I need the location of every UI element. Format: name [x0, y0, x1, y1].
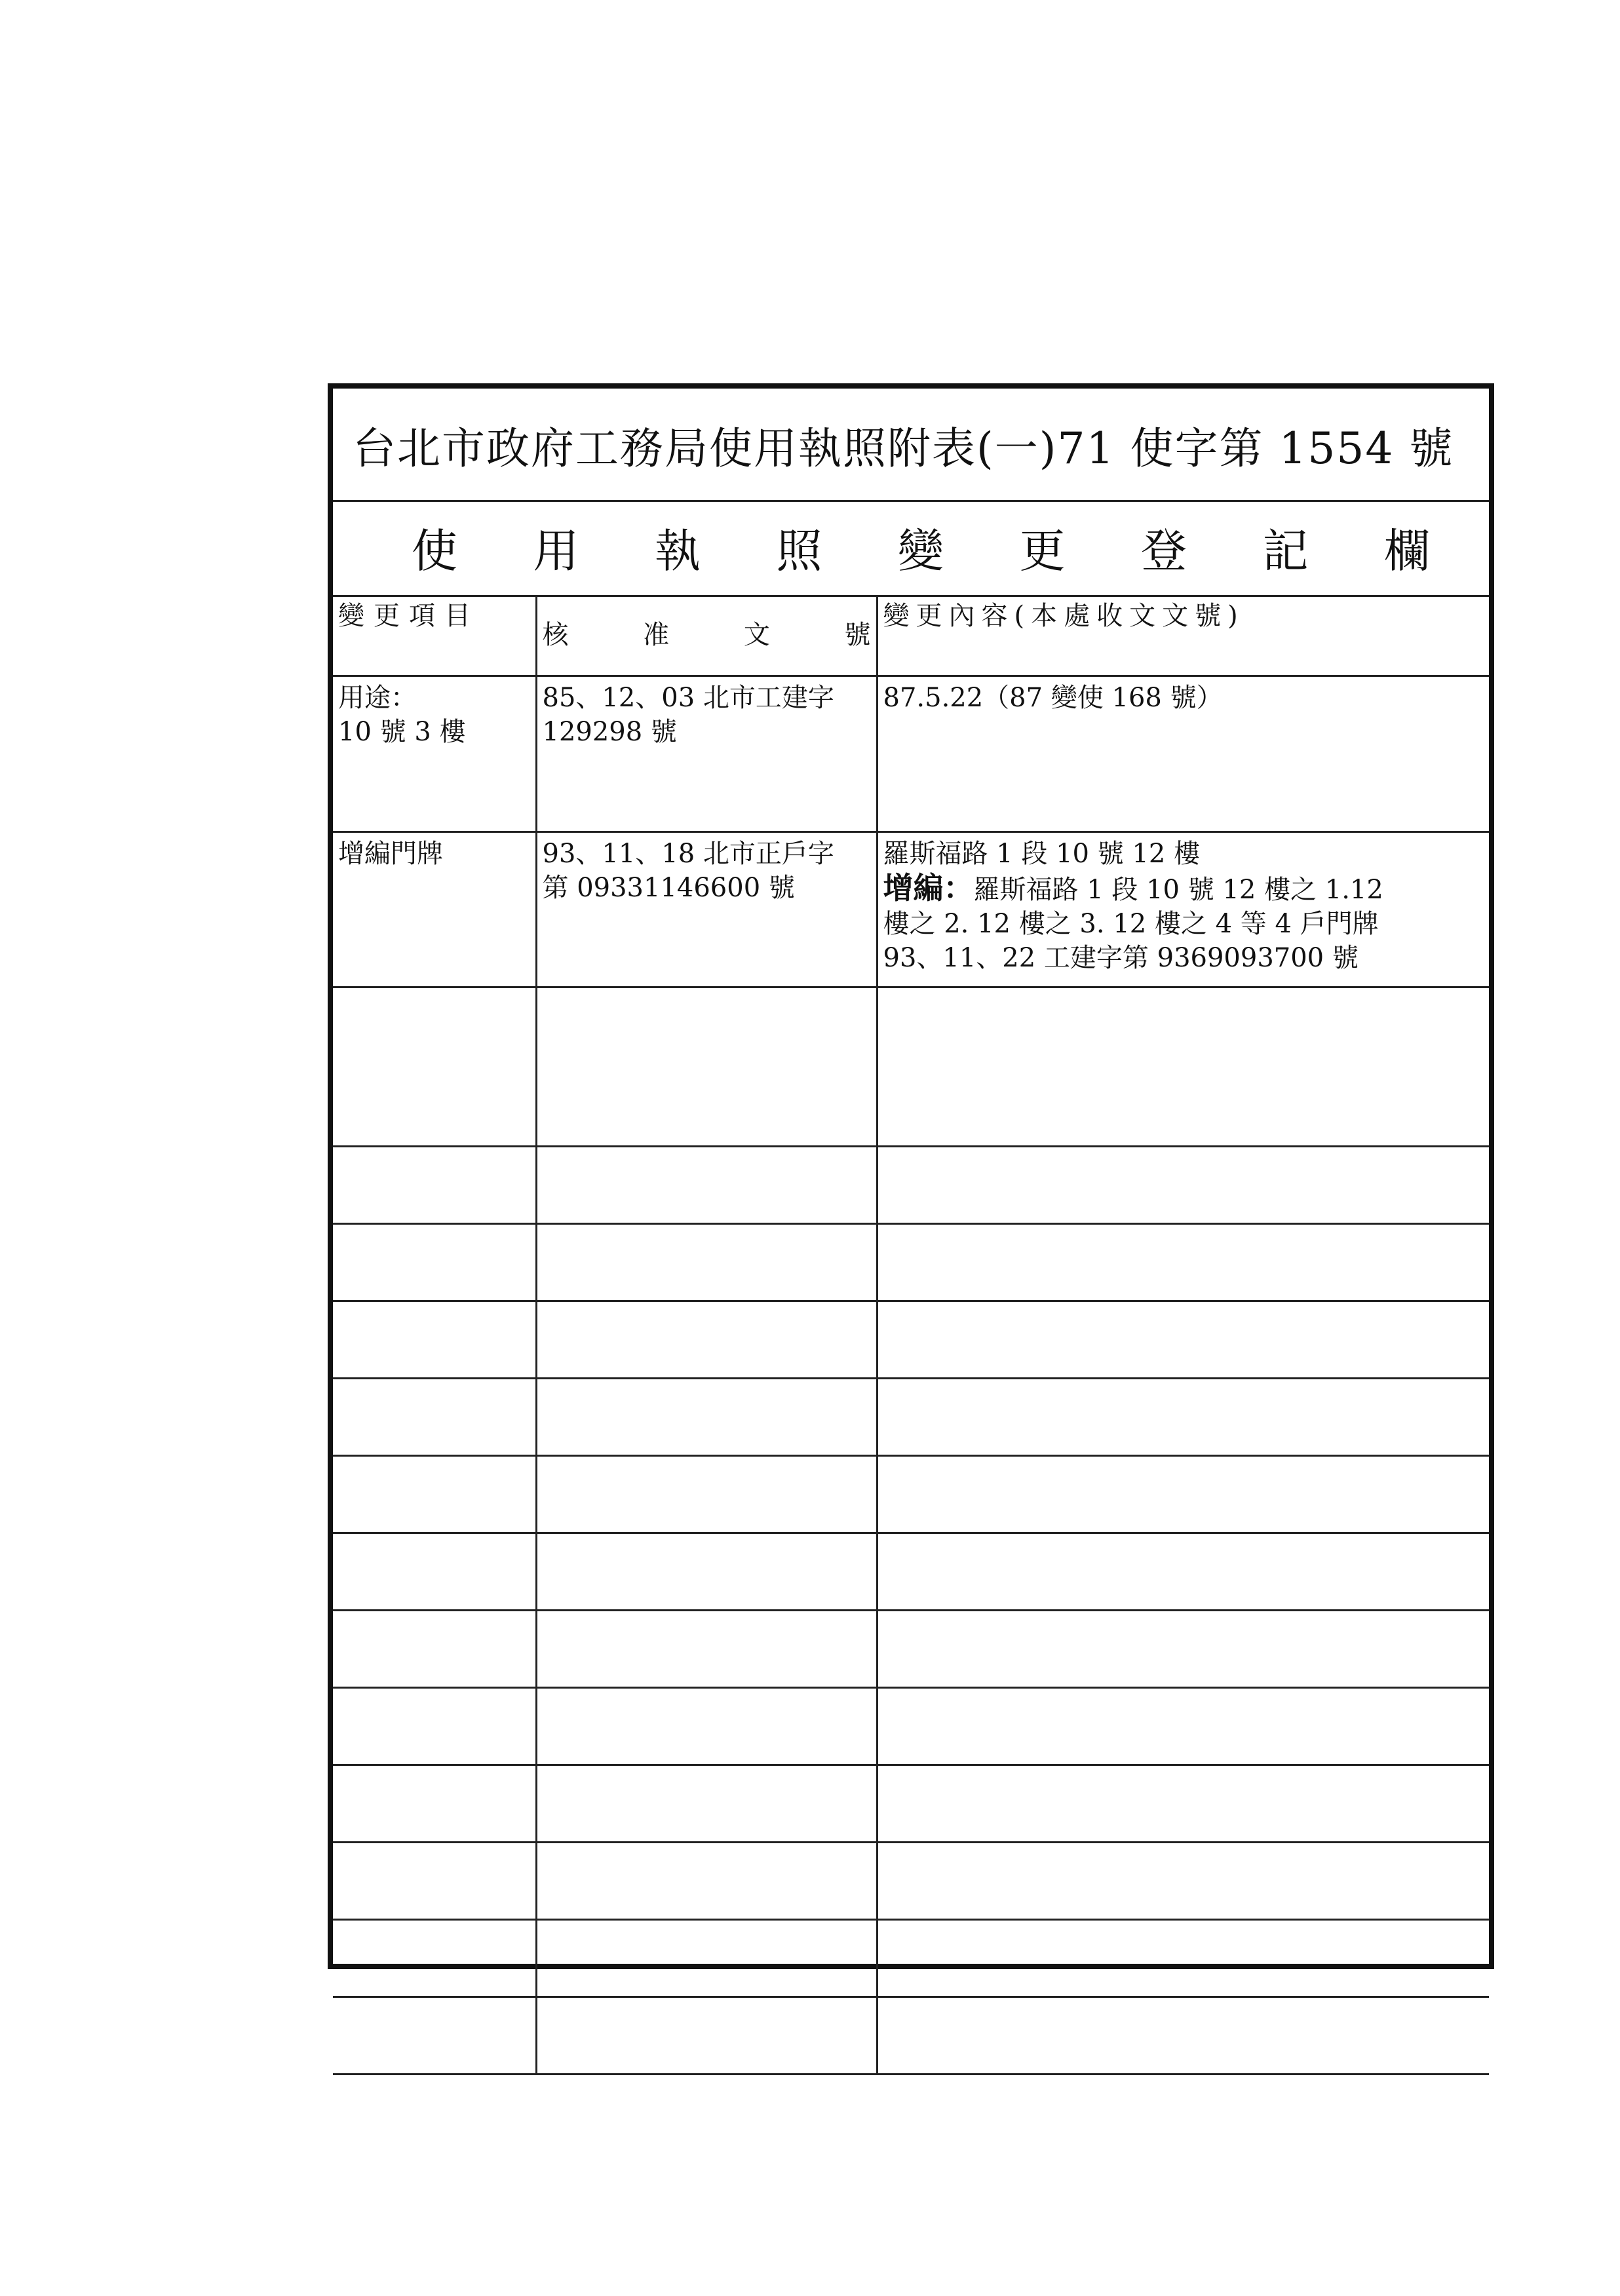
table-row	[333, 1456, 1489, 1533]
table-header-row	[333, 595, 1489, 676]
header-char: 文	[743, 620, 770, 650]
subtitle-char: 變	[898, 524, 944, 578]
subtitle-char: 記	[1262, 524, 1309, 578]
table-row	[333, 1997, 1489, 2075]
table-row	[333, 1379, 1489, 1456]
subtitle-char: 欄	[1384, 524, 1430, 578]
table-row	[333, 1765, 1489, 1843]
table-row	[333, 1688, 1489, 1765]
form-subtitle	[333, 500, 1489, 597]
added-label: 增編：	[883, 870, 974, 906]
table-row	[333, 1920, 1489, 1997]
table-row	[333, 1301, 1489, 1379]
change-record-table	[333, 595, 1489, 2075]
subtitle-char: 更	[1019, 524, 1066, 578]
usage-license-change-form	[328, 383, 1494, 1969]
subtitle-char: 使	[412, 524, 457, 578]
cell-content: 羅斯福路 1 段 10 號 12 樓 增編：羅斯福路 1 段 10 號 12 樓之 1.12 樓之 2. 12 樓之 3. 12 樓之 4 等 4 戶門牌 93、11、22 工建字第 9369093700 號	[877, 832, 1489, 987]
cell-content: 87.5.22（87 變使 168 號）	[877, 676, 1489, 832]
subtitle-char: 照	[776, 524, 822, 578]
subtitle-char: 用	[533, 524, 579, 578]
header-char: 核	[542, 620, 569, 650]
table-row	[333, 1533, 1489, 1611]
subtitle-char: 執	[655, 524, 701, 578]
table-row	[333, 676, 1489, 832]
header-change-content: 變更內容(本處收文文號)	[877, 595, 1489, 676]
header-approval-number	[536, 595, 877, 676]
table-row	[333, 1224, 1489, 1301]
cell-item: 增編門牌	[333, 832, 536, 987]
form-title: 台北市政府工務局使用執照附表(一)71 使字第 1554 號	[333, 389, 1489, 502]
header-change-item: 變更項目	[333, 595, 536, 676]
table-row	[333, 1611, 1489, 1688]
table-row	[333, 1843, 1489, 1920]
header-char: 號	[844, 620, 871, 650]
table-row	[333, 987, 1489, 1147]
header-char: 准	[643, 620, 670, 650]
table-row	[333, 1147, 1489, 1224]
cell-item: 用途： 10 號 3 樓	[333, 676, 536, 832]
cell-approval: 85、12、03 北市工建字 129298 號	[536, 676, 877, 832]
table-row	[333, 832, 1489, 987]
subtitle-char: 登	[1141, 524, 1187, 578]
cell-approval: 93、11、18 北市正戶字 第 09331146600 號	[536, 832, 877, 987]
